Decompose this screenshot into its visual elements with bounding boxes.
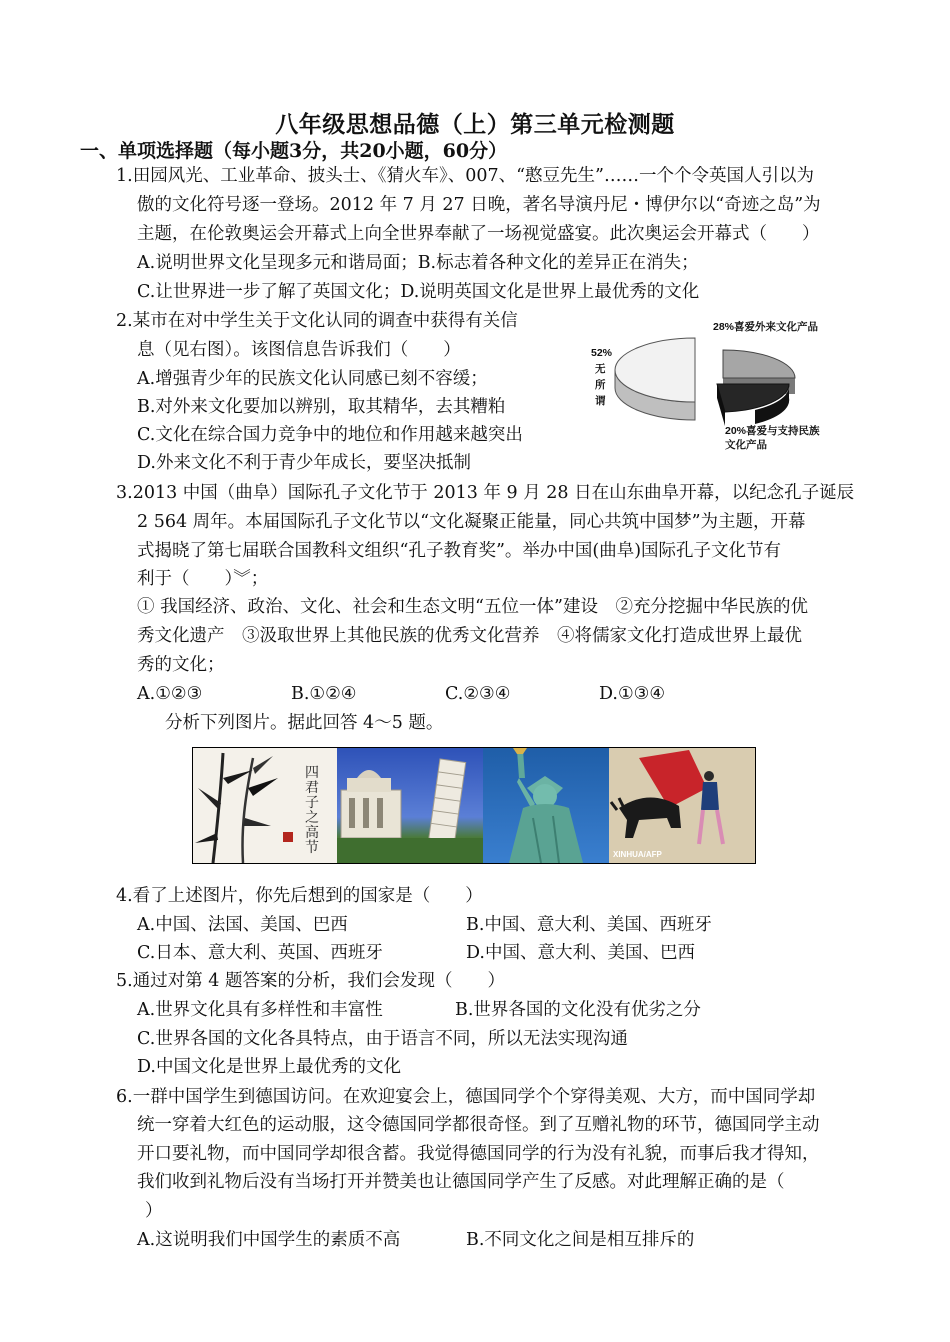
q6-line-1: 6.一群中国学生到德国访问。在欢迎宴会上，德国同学个个穿得美观、大方，而中国同学却 — [116, 1087, 816, 1107]
q2-line-2: 息（见右图）。该图信息告诉我们（ ） — [137, 340, 461, 360]
q2-option-d: D.外来文化不利于青少年成长，要坚决抵制 — [137, 453, 471, 473]
q5-option-a: A.世界文化具有多样性和丰富性 — [137, 1000, 383, 1020]
q3-line-6: 秀文化遗产 ③汲取世界上其他民族的优秀文化营养 ④将儒家文化打造成世界上最优 — [137, 626, 802, 646]
q3-line-3: 式揭晓了第七届联合国教科文组织“孔子教育奖”。举办中国(曲阜)国际孔子文化节有 — [137, 541, 782, 561]
q5-option-b: B.世界各国的文化没有优劣之分 — [455, 1000, 701, 1020]
q6-line-3: 开口要礼物，而中国同学却很含蓄。我觉得德国同学的行为没有礼貌，而事后我才得知， — [137, 1144, 820, 1164]
q4-option-b: B.中国、意大利、美国、西班牙 — [466, 915, 712, 935]
q3-option-a: A.①②③ — [137, 684, 203, 704]
q2-option-c: C.文化在综合国力竞争中的地位和作用越来越突出 — [137, 425, 523, 445]
pie-label-a-pct: 52% — [591, 347, 613, 359]
q4-option-c: C.日本、意大利、英国、西班牙 — [137, 943, 383, 963]
q3-line-7: 秀的文化； — [137, 655, 225, 675]
q4-options-ab — [137, 911, 712, 939]
q6-line-5: ） — [145, 1201, 163, 1221]
pie-label-a-char-1: 无 — [595, 363, 606, 375]
q3-line-5: ① 我国经济、政治、文化、社会和生态文明“五位一体”建设 ②充分挖掘中华民族的优 — [137, 597, 808, 617]
q4-option-d: D.中国、意大利、美国、巴西 — [466, 943, 695, 963]
pie-label-a-char-3: 谓 — [595, 395, 606, 407]
q1-line-3: 主题，在伦敦奥运会开幕式上向全世界奉献了一场视觉盛宴。此次奥运会开幕式（ ） — [137, 224, 820, 244]
q2-option-a: A.增强青少年的民族文化认同感已刻不容缓； — [137, 369, 488, 389]
q5-option-c: C.世界各国的文化各具特点，由于语言不同，所以无法实现沟通 — [137, 1029, 628, 1049]
q3-options — [137, 680, 665, 708]
q6-option-a: A.这说明我们中国学生的素质不高 — [137, 1230, 401, 1250]
q3-line-4: 利于（ ）︾； — [137, 569, 269, 589]
culture-survey-pie-chart — [585, 312, 850, 462]
q2-line-1: 2.某市在对中学生关于文化认同的调查中获得有关信 — [116, 311, 518, 331]
q6-line-2: 统一穿着大红色的运动服，这令德国同学都很奇怪。到了互赠礼物的环节，德国同学主动 — [137, 1115, 820, 1135]
q4-options-cd — [137, 939, 695, 967]
q3-line-1: 3.2013 中国（曲阜）国际孔子文化节于 2013 年 9 月 28 日在山东曲阜开幕，以纪念孔子诞辰 — [116, 483, 855, 503]
q1-line-1: 1.田园风光、工业革命、披头士、《猜火车》、007、“憨豆先生”……一个个令英国人引以为 — [116, 166, 814, 186]
photo-watermark: XINHUA/AFP — [613, 850, 662, 859]
q4-option-a: A.中国、法国、美国、巴西 — [137, 915, 348, 935]
q3-line-2: 2 564 周年。本届国际孔子文化节以“文化凝聚正能量，同心共筑中国梦”为主题，开幕 — [137, 512, 806, 532]
pie-slice-wusuowei — [615, 338, 695, 420]
q5-stem: 5.通过对第 4 题答案的分析，我们会发现（ ） — [116, 971, 505, 991]
q1-line-2: 傲的文化符号逐一登场。2012 年 7 月 27 日晚，著名导演丹尼・博伊尔以“奇迹之岛”为 — [137, 195, 821, 215]
leaning-tower-image — [337, 748, 483, 863]
statue-of-liberty-image — [483, 748, 609, 863]
picture-strip — [192, 747, 756, 864]
calligraphy-text: 四君子之高节 — [305, 765, 319, 856]
q1-options-cd: C.让世界进一步了解了英国文化；D.说明英国文化是世界上最优秀的文化 — [137, 282, 700, 302]
q3-option-d: D.①③④ — [599, 684, 666, 704]
q6-options-ab — [137, 1226, 694, 1254]
section-heading: 一、单项选择题（每小题3分，共20小题，60分） — [80, 140, 508, 162]
pie-label-c-line-1: 20%喜爱与支持民族 — [725, 425, 820, 437]
q6-line-4: 我们收到礼物后没有当场打开并赞美也让德国同学产生了反感。对此理解正确的是（ — [137, 1172, 785, 1192]
q4-5-intro: 分析下列图片。据此回答 4～5 题。 — [165, 713, 444, 733]
q6-option-b: B.不同文化之间是相互排斥的 — [466, 1230, 695, 1250]
q5-option-d: D.中国文化是世界上最优秀的文化 — [137, 1057, 401, 1077]
pie-label-b: 28%喜爱外来文化产品 — [713, 321, 819, 333]
pie-label-c-line-2: 文化产品 — [725, 439, 767, 451]
bullfighting-image — [609, 748, 755, 863]
q3-option-c: C.②③④ — [445, 684, 511, 704]
q4-stem: 4.看了上述图片，你先后想到的国家是（ ） — [116, 886, 483, 906]
pie-slice-national — [717, 384, 789, 426]
q1-options-ab: A.说明世界文化呈现多元和谐局面；B.标志着各种文化的差异正在消失； — [137, 253, 699, 273]
q2-option-b: B.对外来文化要加以辨别，取其精华，去其糟粕 — [137, 397, 506, 417]
page-title: 八年级思想品德（上）第三单元检测题 — [275, 111, 675, 138]
q3-option-b: B.①②④ — [291, 684, 357, 704]
pie-label-a-char-2: 所 — [595, 379, 606, 391]
q5-options-ab — [137, 996, 701, 1024]
bamboo-calligraphy-image — [193, 748, 337, 863]
